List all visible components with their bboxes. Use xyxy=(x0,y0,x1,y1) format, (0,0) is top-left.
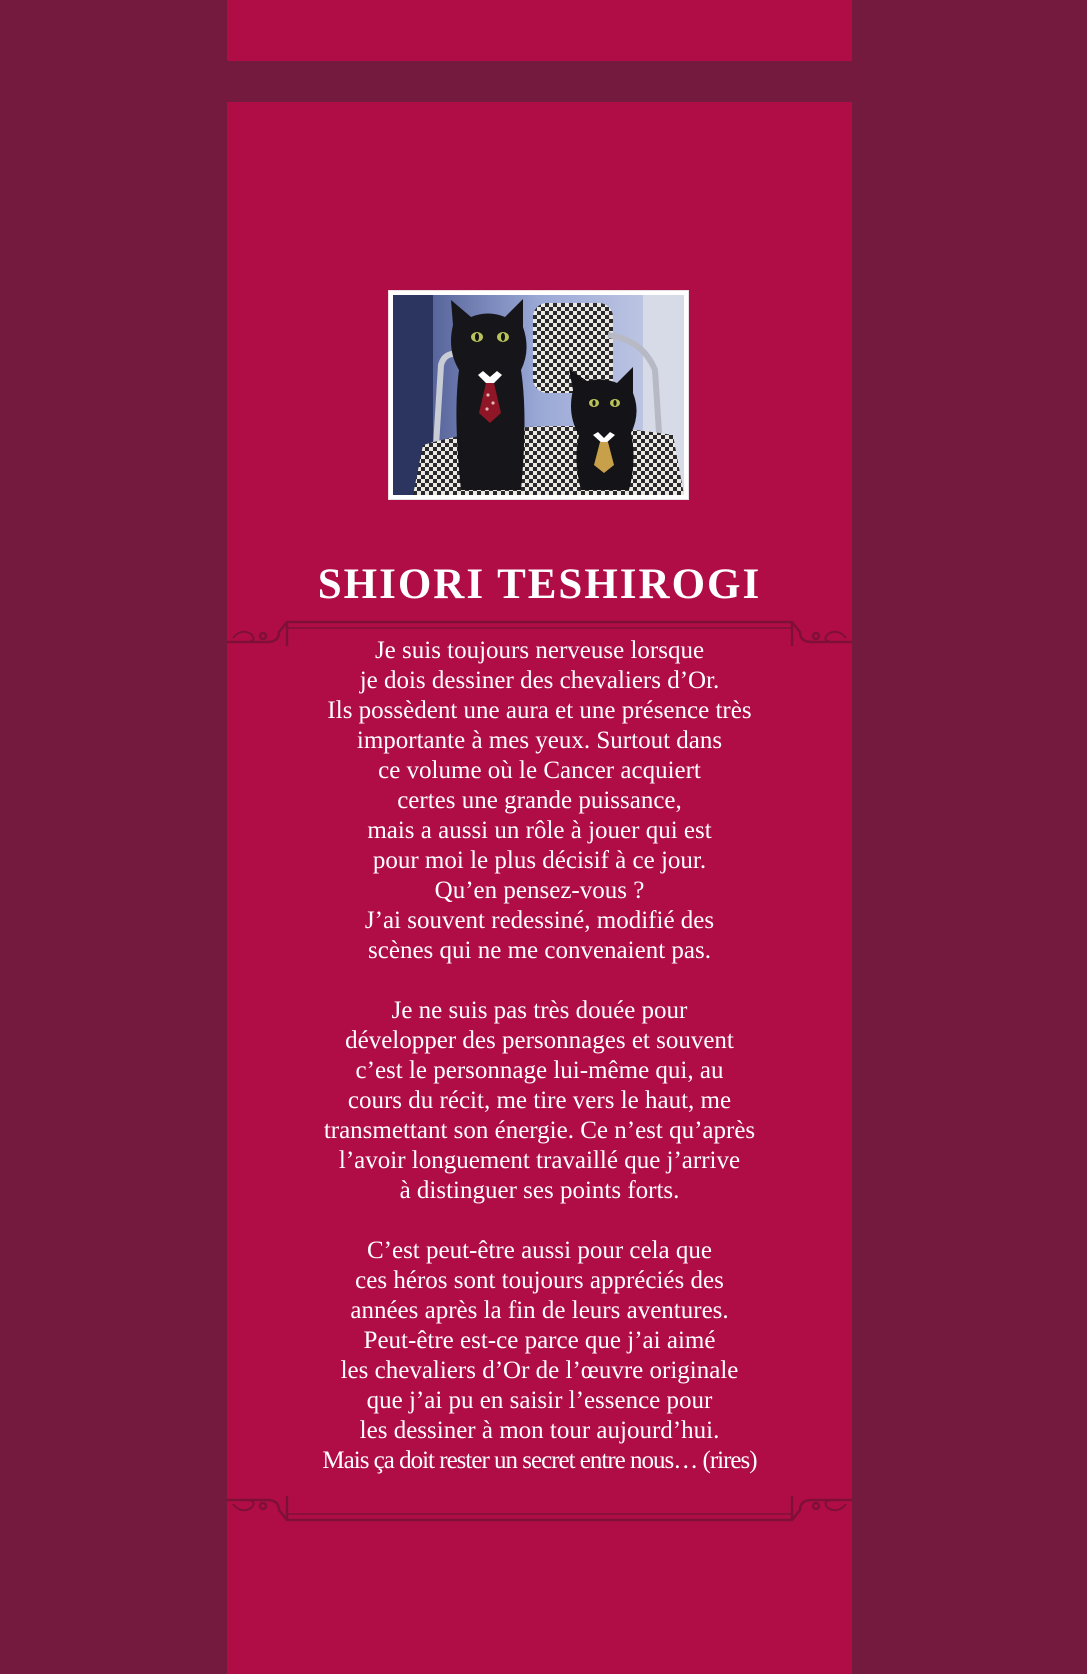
text-line: les chevaliers d’Or de l’œuvre originale xyxy=(340,1357,739,1384)
text-line: les dessiner à mon tour aujourd’hui. xyxy=(359,1417,720,1444)
text-line: ces héros sont toujours appréciés des xyxy=(355,1267,724,1294)
top-banner xyxy=(227,0,852,61)
paragraph-spacer xyxy=(247,966,832,996)
author-panel xyxy=(227,102,852,1674)
text-line: c’est le personnage lui-même qui, au xyxy=(355,1057,724,1084)
author-name: SHIORI TESHIROGI xyxy=(317,561,762,608)
text-line: à distinguer ses points forts. xyxy=(399,1177,680,1204)
bottom-ornament-border xyxy=(227,1492,852,1526)
text-line: cours du récit, me tire vers le haut, me xyxy=(347,1087,732,1114)
text-line: ce volume où le Cancer acquiert xyxy=(378,757,701,784)
text-line: Qu’en pensez-vous ? xyxy=(434,877,645,904)
text-line: Je ne suis pas très douée pour xyxy=(391,997,688,1024)
text-line: scènes qui ne me convenaient pas. xyxy=(368,937,711,964)
text-line: importante à mes yeux. Surtout dans xyxy=(356,727,723,754)
cats-photo xyxy=(393,295,684,495)
text-line: mais a aussi un rôle à jouer qui est xyxy=(367,817,712,844)
paragraph-spacer xyxy=(247,1206,832,1236)
text-line: J’ai souvent redessiné, modifié des xyxy=(364,907,715,934)
text-line: Peut-être est-ce parce que j’ai aimé xyxy=(363,1327,716,1354)
text-line: pour moi le plus décisif à ce jour. xyxy=(372,847,707,874)
text-line: Ils possèdent une aura et une présence très xyxy=(327,697,752,724)
text-line: développer des personnages et souvent xyxy=(345,1027,734,1054)
text-line: Mais ça doit rester un secret entre nous… (rires) xyxy=(322,1447,757,1474)
text-line: certes une grande puissance, xyxy=(397,787,682,814)
text-line: C’est peut-être aussi pour cela que xyxy=(366,1237,712,1264)
text-line: Je suis toujours nerveuse lorsque xyxy=(374,637,705,664)
text-line: transmettant son énergie. Ce n’est qu’après xyxy=(323,1117,756,1144)
author-photo-frame xyxy=(388,290,689,500)
text-line: que j’ai pu en saisir l’essence pour xyxy=(366,1387,713,1414)
text-line: années après la fin de leurs aventures. xyxy=(350,1297,729,1324)
text-line: l’avoir longuement travaillé que j’arrive xyxy=(338,1147,741,1174)
interview-text xyxy=(247,636,832,1476)
text-line: je dois dessiner des chevaliers d’Or. xyxy=(359,667,720,694)
